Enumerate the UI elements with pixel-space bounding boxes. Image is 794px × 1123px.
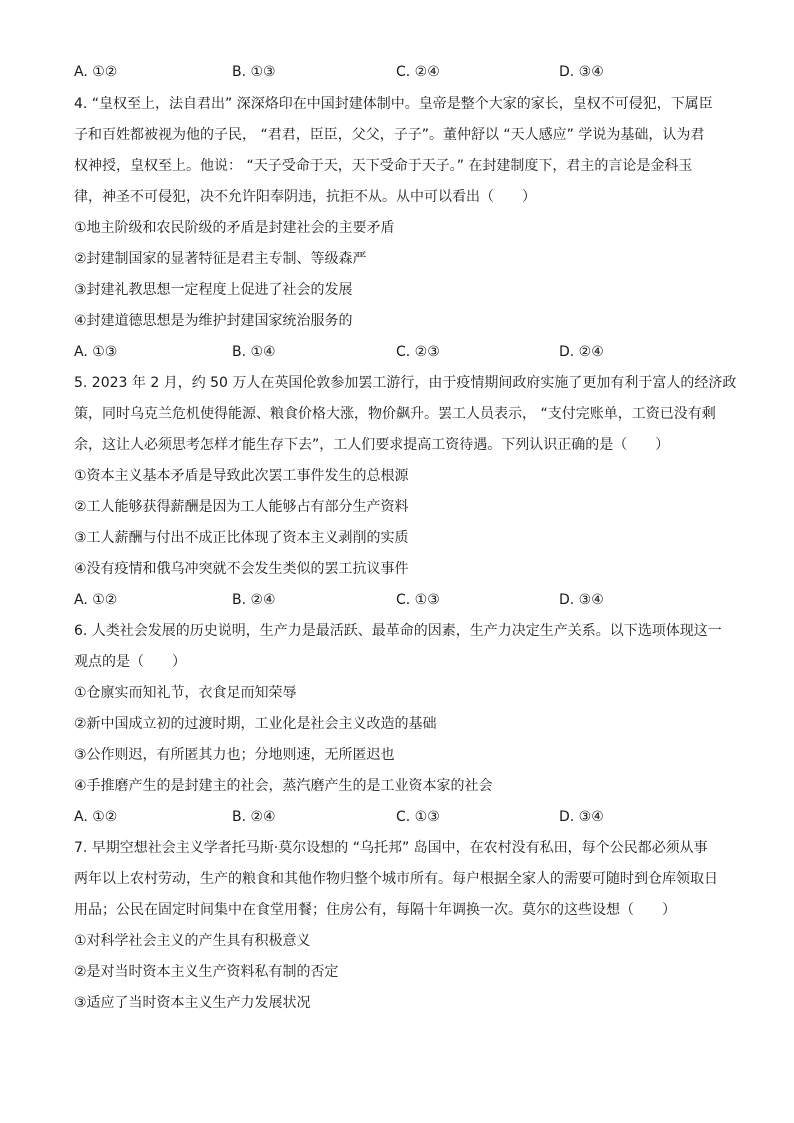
- q5-option-b[interactable]: B. ②④: [232, 592, 276, 608]
- q7-stem-line: 用品；公民在固定时间集中在食堂用餐；住房公有，每隔十年调换一次。莫尔的这些设想（ ）: [74, 902, 676, 918]
- q6-item-4: ④手推磨产生的是封建主的社会，蒸汽磨产生的是工业资本家的社会: [74, 778, 493, 794]
- q4-stem-line: 子和百姓都被视为他的子民， “君君，臣臣，父父，子子”。董仲舒以 “天人感应” 学说为基础，认为君: [74, 127, 705, 143]
- q5-stem-line: 策，同时乌克兰危机使得能源、粮食价格大涨，物价飙升。罢工人员表示， “支付完账单，工资已没有剩: [74, 406, 716, 422]
- question-7: [74, 838, 734, 1013]
- q4-stem-line: 权神授，皇权至上。他说： “天子受命于天，天下受命于天子。” 在封建制度下，君主的言论是金科玉: [74, 158, 693, 174]
- q5-item-4: ④没有疫情和俄乌冲突就不会发生类似的罢工抗议事件: [74, 561, 409, 577]
- q3-option-a[interactable]: A. ①②: [74, 64, 118, 80]
- q7-stem-line: 两年以上农村劳动，生产的粮食和其他作物归整个城市所有。每户根据全家人的需要可随时到仓库领取日: [74, 871, 718, 887]
- q3-option-d[interactable]: D. ③④: [559, 64, 604, 80]
- q5-option-d[interactable]: D. ③④: [559, 592, 604, 608]
- q4-stem-line: 律，神圣不可侵犯，决不允许阳奉阴违，抗拒不从。从中可以看出（ ）: [74, 189, 536, 205]
- q4-option-c[interactable]: C. ②③: [396, 344, 440, 360]
- q5-item-2: ②工人能够获得薪酬是因为工人能够占有部分生产资料: [74, 499, 409, 515]
- q7-stem-line: 7. 早期空想社会主义学者托马斯·莫尔设想的 “乌托邦” 岛国中，在农村没有私田，每个公民都必须从事: [74, 840, 708, 856]
- q6-item-3: ③公作则迟，有所匿其力也；分地则速，无所匿迟也: [74, 747, 395, 763]
- q4-option-a[interactable]: A. ①③: [74, 344, 118, 360]
- q3-option-c[interactable]: C. ②④: [396, 64, 440, 80]
- q5-stem-line: 5. 2023 年 2 月，约 50 万人在英国伦敦参加罢工游行，由于疫情期间政府实施了更加有利于富人的经济政: [74, 375, 737, 391]
- q6-item-1: ①仓廪实而知礼节，衣食足而知荣辱: [74, 685, 297, 701]
- q5-option-a[interactable]: A. ①②: [74, 592, 118, 608]
- q7-item-3: ③适应了当时资本主义生产力发展状况: [74, 995, 311, 1011]
- q6-options: [74, 807, 734, 827]
- q5-item-1: ①资本主义基本矛盾是导致此次罢工事件发生的总根源: [74, 468, 409, 484]
- q4-item-4: ④封建道德思想是为维护封建国家统治服务的: [74, 313, 353, 329]
- q7-item-2: ②是对当时资本主义生产资料私有制的否定: [74, 964, 339, 980]
- q4-item-3: ③封建礼教思想一定程度上促进了社会的发展: [74, 282, 353, 298]
- q5-options: [74, 590, 734, 610]
- q5-option-c[interactable]: C. ①③: [396, 592, 440, 608]
- q4-item-2: ②封建制国家的显著特征是君主专制、等级森严: [74, 251, 367, 267]
- question-4: [74, 94, 734, 362]
- q6-option-d[interactable]: D. ③④: [559, 809, 604, 825]
- question-5: [74, 373, 737, 610]
- q6-option-c[interactable]: C. ①③: [396, 809, 440, 825]
- q4-item-1: ①地主阶级和农民阶级的矛盾是封建社会的主要矛盾: [74, 220, 395, 236]
- q5-item-3: ③工人薪酬与付出不成正比体现了资本主义剥削的实质: [74, 530, 409, 546]
- q7-item-1: ①对科学社会主义的产生具有积极意义: [74, 933, 311, 949]
- q6-stem-line: 6. 人类社会发展的历史说明，生产力是最活跃、最革命的因素，生产力决定生产关系。以下选项体现这一: [74, 623, 722, 639]
- q6-item-2: ②新中国成立初的过渡时期，工业化是社会主义改造的基础: [74, 716, 437, 732]
- q3-options: [74, 62, 734, 82]
- q4-stem-line: 4. “皇权至上，法自君出” 深深烙印在中国封建体制中。皇帝是整个大家的家长，皇权不可侵犯，下属臣: [74, 96, 713, 112]
- q4-options: [74, 342, 734, 362]
- q6-stem-line: 观点的是（ ）: [74, 654, 186, 670]
- q4-option-b[interactable]: B. ①④: [232, 344, 276, 360]
- q6-option-a[interactable]: A. ①②: [74, 809, 118, 825]
- q4-option-d[interactable]: D. ②④: [559, 344, 604, 360]
- question-6: [74, 621, 734, 827]
- q3-option-b[interactable]: B. ①③: [232, 64, 276, 80]
- q5-stem-line: 余，这让人必须思考怎样才能生存下去”，工人们要求提高工资待遇。下列认识正确的是（ ）: [74, 437, 670, 453]
- exam-page: [74, 62, 737, 1013]
- q6-option-b[interactable]: B. ②④: [232, 809, 276, 825]
